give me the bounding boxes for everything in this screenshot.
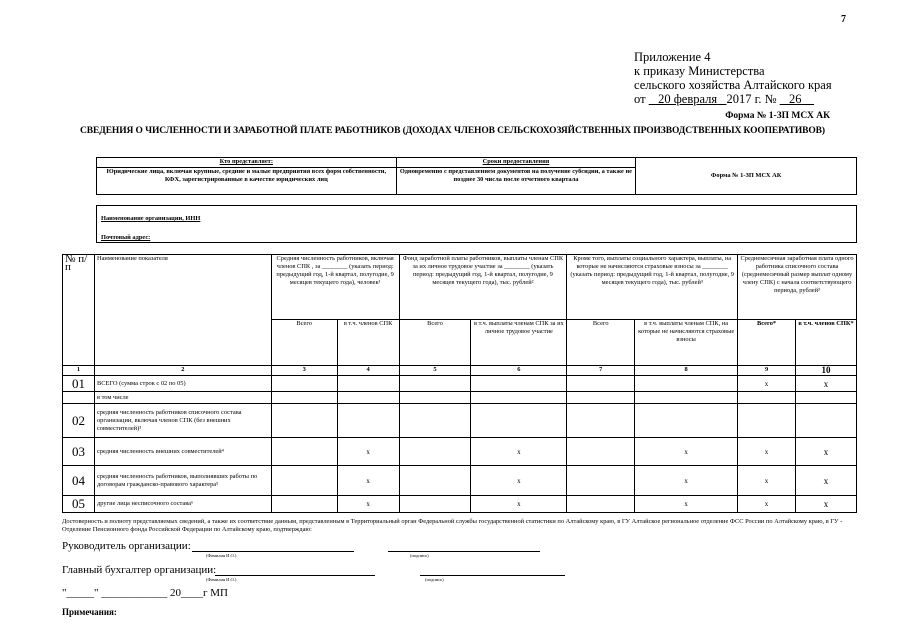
- row-name: в том числе: [94, 392, 271, 404]
- head-label: Руководитель организации:: [62, 540, 191, 552]
- data-cell[interactable]: [399, 438, 471, 466]
- subheader: Всего*: [738, 320, 796, 366]
- data-cell[interactable]: [271, 466, 337, 496]
- data-cell[interactable]: [399, 404, 471, 438]
- table-row: [63, 404, 857, 438]
- column-number: 10: [796, 366, 857, 376]
- subheader: Всего: [271, 320, 337, 366]
- data-cell[interactable]: [271, 376, 337, 392]
- data-cell[interactable]: [399, 376, 471, 392]
- row-number: 04: [63, 466, 95, 496]
- appendix-date: 20 февраля: [658, 92, 718, 106]
- x-mark: x: [796, 376, 857, 392]
- accountant-signature-line[interactable]: [420, 575, 565, 576]
- organization-box: [96, 205, 857, 243]
- header-group-social: Кроме того, выплаты социального характера, выплаты, на которые не начисляются страховые взносы за ________ (указать период: предыдущий год, 1-й квартал, полугодие, 9 месяцев текущего года), тыс. рублей³: [567, 255, 738, 320]
- header-group-average-wage: Среднемесячная заработная плата одного работника списочного состава (среднемесячный размер выплат одному члену СПК) с начала соответствующего периода, рублей³: [738, 255, 857, 320]
- data-cell[interactable]: [271, 496, 337, 513]
- x-mark: x: [337, 466, 399, 496]
- data-cell[interactable]: [567, 404, 635, 438]
- x-mark: x: [738, 466, 796, 496]
- table-row: [63, 392, 857, 404]
- appendix-block: [634, 50, 832, 106]
- subheader: Всего: [567, 320, 635, 366]
- column-number: 2: [94, 366, 271, 376]
- submission-table: [96, 157, 857, 195]
- x-mark: x: [471, 438, 567, 466]
- accountant-fio-line[interactable]: [215, 575, 375, 576]
- appendix-number: 26: [789, 92, 802, 106]
- data-cell[interactable]: [567, 438, 635, 466]
- row-number: 05: [63, 496, 95, 513]
- data-cell[interactable]: [567, 376, 635, 392]
- column-number: 9: [738, 366, 796, 376]
- accountant-fio-caption: (Фамилия И.О.): [206, 577, 237, 582]
- data-cell[interactable]: [337, 376, 399, 392]
- data-cell[interactable]: [271, 404, 337, 438]
- subheader: в т.ч. членов СПК*: [796, 320, 857, 366]
- x-mark: x: [471, 496, 567, 513]
- x-mark: x: [337, 496, 399, 513]
- data-cell[interactable]: [271, 438, 337, 466]
- head-signature-line[interactable]: [388, 551, 540, 552]
- confirmation-statement: Достоверность и полноту представляемых сведений, а также их соответствие данным, представленным в Территориальный орган Федеральной службы государственной статистики по Алтайскому краю, в ГУ Алтайское региональное отделение ФСС России по Алтайскому краю, в ГУ - Отделение Пенсионного фонда Российской Федерации по Алтайскому краю, подтверждаю:: [62, 518, 843, 533]
- data-cell[interactable]: [567, 496, 635, 513]
- header-group-headcount: Средняя численность работников, включая членов СПК , за ________ (указать период: предыдущий год, 1-й квартал, полугодие, 9 месяцев текущего года), человек¹: [271, 255, 399, 320]
- row-name: ВСЕГО (сумма строк с 02 по 05): [94, 376, 271, 392]
- accountant-label: Главный бухгалтер организации:: [62, 564, 217, 576]
- x-mark: x: [738, 376, 796, 392]
- x-mark: x: [635, 496, 738, 513]
- appendix-line3: сельского хозяйства Алтайского края: [634, 78, 832, 92]
- row-number: [63, 392, 95, 404]
- page-number: 7: [841, 14, 846, 25]
- row-name: средняя численность работников списочного состава организации, включая членов СПК (без внешних совместителей)³: [94, 404, 271, 438]
- data-cell[interactable]: [635, 404, 738, 438]
- x-mark: x: [738, 496, 796, 513]
- x-mark: x: [796, 438, 857, 466]
- data-cell[interactable]: [796, 404, 857, 438]
- row-name: средняя численность работников, выполнявших работы по договорам гражданско-правового характера⁵: [94, 466, 271, 496]
- appendix-line2: к приказу Министерства: [634, 64, 765, 78]
- row-number: 03: [63, 438, 95, 466]
- data-cell[interactable]: [337, 404, 399, 438]
- head-signature-caption: (подпись): [410, 553, 429, 558]
- data-cell[interactable]: [399, 466, 471, 496]
- column-number: 1: [63, 366, 95, 376]
- row-name: другие лица несписочного состава⁶: [94, 496, 271, 513]
- data-cell[interactable]: [471, 376, 567, 392]
- row-number: 01: [63, 376, 95, 392]
- data-cell[interactable]: [567, 466, 635, 496]
- submission-form: Форма № 1-ЗП МСХ АК: [636, 158, 857, 195]
- head-fio-caption: (Фамилия И.О.): [206, 553, 237, 558]
- org-name-label: Наименование организации, ИНН: [101, 215, 201, 222]
- form-label: Форма № 1-ЗП МСХ АК: [725, 111, 830, 121]
- when-header: Сроки предоставления: [396, 158, 636, 168]
- table-row: [63, 438, 857, 466]
- column-number: 6: [471, 366, 567, 376]
- row-name: средняя численность внешних совместителей⁴: [94, 438, 271, 466]
- subheader: в т.ч. выплаты членам СПК, на которые не начисляются страховые взносы: [635, 320, 738, 366]
- accountant-signature-caption: (подпись): [425, 577, 444, 582]
- row-number: 02: [63, 404, 95, 438]
- who-text: Юридические лица, включая крупные, средние и малые предприятия всех форм собственности, КФХ, зарегистрированные в качестве юридических лиц: [97, 168, 397, 195]
- x-mark: x: [471, 466, 567, 496]
- header-name: Наименование показателя: [94, 255, 271, 366]
- when-text: Одновременно с представлением документов на получение субсидии, а также не позднее 30 числа после отчетного квартала: [396, 168, 636, 195]
- column-number: 4: [337, 366, 399, 376]
- who-header: Кто представляет:: [97, 158, 397, 168]
- subheader: в т.ч. выплаты членам СПК за их личное трудовое участие: [471, 320, 567, 366]
- header-group-payroll: Фонд заработной платы работников, выплаты членам СПК за их личное трудовое участие за ________ (указать период: предыдущий год, 1-й квартал, полугодие, 9 месяцев текущего года), тыс. рублей²: [399, 255, 567, 320]
- date-line[interactable]: "_____" ____________ 20____г МП: [62, 587, 228, 599]
- column-number: 8: [635, 366, 738, 376]
- column-number: 7: [567, 366, 635, 376]
- x-mark: x: [796, 496, 857, 513]
- data-cell[interactable]: [399, 496, 471, 513]
- appendix-date-line: от 20 февраля 2017 г. № 26: [634, 92, 832, 106]
- head-fio-line[interactable]: [192, 551, 354, 552]
- x-mark: x: [635, 438, 738, 466]
- data-cell[interactable]: [635, 376, 738, 392]
- header-number: № п/п: [63, 255, 95, 366]
- x-mark: x: [337, 438, 399, 466]
- table-row: [63, 496, 857, 513]
- main-table: [62, 254, 857, 513]
- subheader: Всего: [399, 320, 471, 366]
- table-row: [63, 466, 857, 496]
- x-mark: x: [635, 466, 738, 496]
- appendix-line1: Приложение 4: [634, 50, 711, 64]
- data-cell[interactable]: [471, 404, 567, 438]
- subheader: в т.ч. членов СПК: [337, 320, 399, 366]
- x-mark: x: [738, 438, 796, 466]
- column-number: 5: [399, 366, 471, 376]
- table-row: [63, 376, 857, 392]
- notes-label: Примечания:: [62, 607, 117, 617]
- data-cell[interactable]: [738, 404, 796, 438]
- x-mark: x: [796, 466, 857, 496]
- document-title: СВЕДЕНИЯ О ЧИСЛЕННОСТИ И ЗАРАБОТНОЙ ПЛАТЕ РАБОТНИКОВ (ДОХОДАХ ЧЛЕНОВ СЕЛЬСКОХОЗЯЙСТВЕННЫХ ПРОИЗВОДСТВЕННЫХ КООПЕРАТИВОВ): [80, 126, 825, 136]
- column-number: 3: [271, 366, 337, 376]
- org-address-label: Почтовый адрес:: [101, 234, 151, 241]
